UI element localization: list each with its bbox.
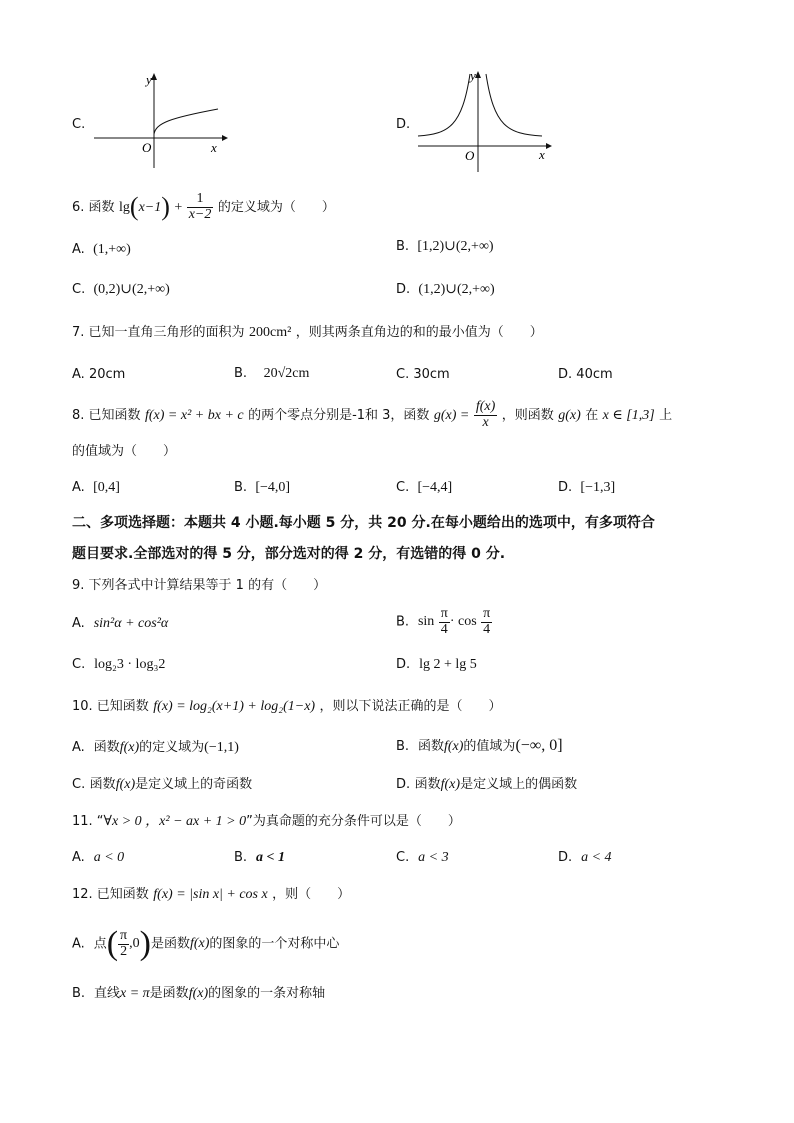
q8-option-d[interactable]: D. [−1,3] [558,480,616,495]
section2-line1: 二、多项选择题：本题共 4 小题.每小题 5 分，共 20 分.在每小题给出的选项中，有多项符合 [72,515,655,531]
q6-fraction: $\frac{1}{x-2}$ [188,191,212,222]
q6-option-d[interactable]: D. (1,2)∪(2,+∞) [396,282,495,297]
q6-stem: 6. 函数 lg(x−1) + $\frac{1}{x-2}$ 的定义域为（ ） [72,191,335,222]
q10-stem-pre: 10. 已知函数 [72,699,149,714]
q9-option-a[interactable]: A. sin²α + cos²α [72,616,169,631]
q12-stem [72,887,350,902]
q11-stem-pre: 11. “ [72,814,104,829]
q9-option-c[interactable]: C. log₂3 · log₃2 [72,657,166,672]
q8-option-b[interactable]: B. [−4,0] [234,480,291,495]
q8-option-c[interactable]: C. [−4,4] [396,480,453,495]
q12-option-b[interactable]: B. 直线x = π是函数f(x)的图象的一条对称轴 [72,986,326,1001]
x-axis-arrow [222,135,228,141]
q7-option-c[interactable]: C. 30cm [396,367,450,382]
q10-option-a[interactable]: A. 函数f(x)的定义域为(−1,1) [72,740,239,755]
q8-option-a[interactable]: A. [0,4] [72,480,120,495]
q9-stem: 9. 下列各式中计算结果等于 1 的有（ ） [72,578,327,593]
q6-stem-post: 的定义域为（ ） [217,200,335,216]
q8-stem-pre: 8. 已知函数 [72,408,141,424]
q10-option-d[interactable]: D. 函数f(x)是定义域上的偶函数 [396,777,578,792]
q7-option-b[interactable]: B. 20√2cm [234,366,310,381]
q8-gx: g(x) = [433,408,470,424]
q11-option-d[interactable]: D. a < 4 [558,850,612,865]
y-label: y [470,68,476,83]
q9-option-b[interactable]: B. sin $\frac{\pi}{4}$ · cos $\frac{\pi}{4}$ [396,606,491,637]
q11-stem-post: ”为真命题的充分条件可以是（ ） [246,814,461,829]
curve-c [154,109,218,134]
q7-option-a[interactable]: A. 20cm [72,367,126,382]
q6-stem-pre: 6. 函数 [72,200,115,216]
x-label: x [211,140,217,155]
y-axis-arrow [151,73,157,80]
q8-stem-mid3: 在 [585,408,599,424]
q11-option-a[interactable]: A. a < 0 [72,850,125,865]
q6-option-b[interactable]: B. [1,2)∪(2,+∞) [396,239,494,254]
q12-a-frac: $\frac{\pi}{2}$ [120,927,128,959]
q5-graph-c [90,68,230,173]
q9-b-frac2: $\frac{\pi}{4}$ [483,606,491,637]
q6-lg-arg: x−1 [138,200,162,216]
q10-stem-post: ，则以下说法正确的是（ ） [319,699,502,714]
q5-option-d-label: D. [396,117,411,132]
q8-stem-mid: 的两个零点分别是-1和 3，函数 [248,408,430,424]
q7-stem-pre: 7. 已知一直角三角形的面积为 [72,325,245,340]
q8-stem-line2: 的值域为（ ） [72,444,177,459]
origin-label: O [142,140,152,155]
q10-option-c[interactable]: C. 函数f(x)是定义域上的奇函数 [72,777,253,792]
q5-option-c-label: C. [72,117,86,132]
curve-d-left [418,74,470,136]
q7-area: 200cm² [249,325,292,340]
section2-line2: 题目要求.全部选对的得 5 分，部分选对的得 2 分，有选错的得 0 分. [72,546,506,562]
q5-graph-d [414,66,554,176]
q11-option-c[interactable]: C. a < 3 [396,850,449,865]
q8-fx: f(x) = x² + bx + c [145,408,244,424]
q10-fx: f(x) = log₂(x+1) + log₂(1−x) [153,699,316,714]
q6-option-a[interactable]: A. (1,+∞) [72,242,131,257]
q12-stem-pre: 12. 已知函数 [72,887,149,902]
q7-option-d[interactable]: D. 40cm [558,367,613,382]
curve-d-right [486,74,542,136]
q10-option-b[interactable]: B. 函数f(x)的值域为(−∞, 0] [396,737,563,754]
q11-option-b[interactable]: B. a < 1 [234,850,285,865]
q11-stem [72,814,461,829]
q7-stem [72,325,543,340]
q12-fx: f(x) = |sin x| + cos x [153,887,268,902]
q8-stem-mid2: ，则函数 [501,408,554,424]
q8-domain: x ∈ [1,3] [602,408,655,424]
q12-stem-post: ，则（ ） [272,887,351,902]
y-label: y [146,72,152,87]
q9-option-d[interactable]: D. lg 2 + lg 5 [396,657,477,672]
q6-lg: lg [119,200,130,216]
q9-b-frac1: $\frac{\pi}{4}$ [440,606,448,637]
q8-stem-line1 [72,400,672,430]
x-axis-arrow [546,143,552,149]
y-axis-arrow [475,71,481,78]
q10-stem [72,699,502,714]
q7-stem-post: ，则其两条直角边的和的最小值为（ ） [295,325,543,340]
q12-option-a[interactable]: A. 点( $\frac{\pi}{2}$ ,0)是函数f(x)的图象的一个对称中心 [72,925,340,962]
q8-fraction: $\frac{f(x)}{x}$ [475,399,496,430]
x-label: x [539,147,545,162]
q11-cond: ∀x > 0 ，x² − ax + 1 > 0 [103,814,247,829]
q8-gx2: g(x) [558,408,581,424]
q6-option-c[interactable]: C. (0,2)∪(2,+∞) [72,282,170,297]
q8-stem-end: 上 [659,408,673,424]
origin-label: O [465,148,475,163]
q6-plus: + [174,200,183,216]
